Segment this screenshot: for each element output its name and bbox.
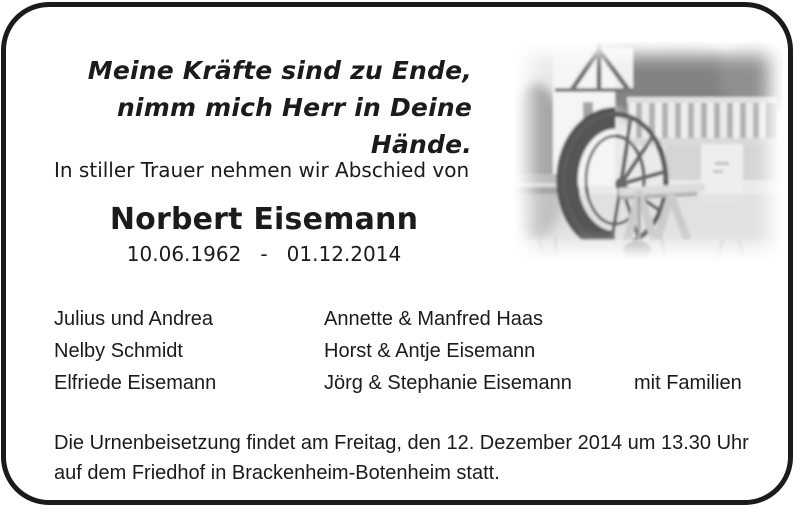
deceased-name: Norbert Eisemann: [109, 202, 419, 237]
mourner-left-1: Julius und Andrea: [54, 308, 214, 330]
mourner-left-3: Elfriede Eisemann: [54, 372, 217, 394]
watermill-photo: [515, 42, 783, 260]
mourner-left-2: Nelby Schmidt: [54, 340, 183, 362]
verse-line-1: Meine Kräfte sind zu Ende,: [87, 56, 472, 85]
announcement-line-1: Die Urnenbeisetzung findet am Freitag, den 12. Dezember 2014 um 13.30 Uhr: [54, 432, 749, 454]
deceased-block: [46, 202, 482, 267]
announcement-line-2: auf dem Friedhof in Brackenheim-Botenheim statt.: [54, 462, 500, 484]
memorial-verse: [44, 52, 472, 163]
mourner-right-1: Annette & Manfred Haas: [324, 308, 544, 330]
mourner-right-3: Jörg & Stephanie Eisemann: [324, 372, 572, 394]
mourner-right-2: Horst & Antje Eisemann: [324, 340, 536, 362]
intro-line: In stiller Trauer nehmen wir Abschied von: [54, 158, 470, 182]
watermill-photo-graphic: [515, 42, 783, 260]
notice-border-frame: [1, 2, 793, 505]
deceased-dates: 10.06.1962 - 01.12.2014: [126, 242, 402, 266]
mourner-family-suffix: mit Familien: [634, 372, 742, 394]
burial-announcement: [54, 428, 784, 488]
verse-line-2: nimm mich Herr in Deine Hände.: [116, 93, 472, 159]
